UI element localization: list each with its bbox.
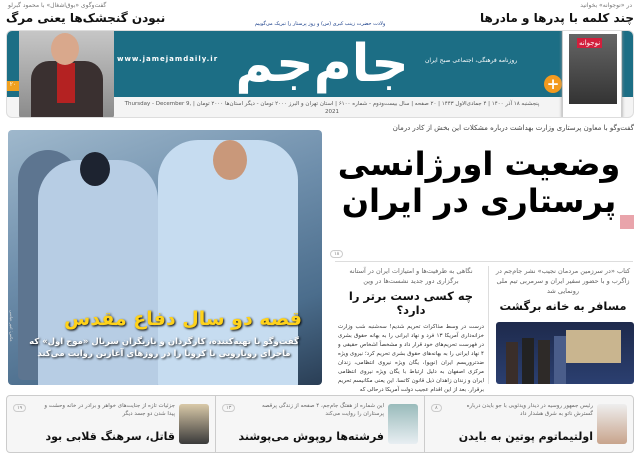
teaser-page: ۸ <box>431 404 442 412</box>
red-tag <box>620 215 634 229</box>
nurse-thumbnail <box>388 404 418 444</box>
middle-kicker: نگاهی به ظرفیت‌ها و امتیازات ایران در آستانه برگزاری دور جدید نشست‌ها در وین <box>349 267 473 285</box>
lead-headline[interactable]: وضعیت اورژانسی پرستاری در ایران <box>337 145 621 220</box>
photo-credit: عکس: امیر عباسی <box>9 310 14 342</box>
teaser-headline[interactable]: فرشته‌ها روپوش می‌پوشند <box>238 430 384 443</box>
page-ref: ۱۸ <box>330 250 343 258</box>
teaser-headline[interactable]: اولتیماتوم پوتین به بایدن <box>458 430 593 443</box>
right-col-headline[interactable]: مسافر به خانه برگشت <box>499 299 627 313</box>
suspect-thumbnail <box>179 404 209 444</box>
tagline: روزنامه فرهنگی، اجتماعی صبح ایران <box>425 57 518 64</box>
right-headline[interactable]: چند کلمه با پدرها و مادرها <box>479 11 634 25</box>
book-launch-photo[interactable] <box>496 322 634 384</box>
newspaper-logo: جام‌جم <box>235 34 409 94</box>
divider <box>488 266 489 384</box>
divider <box>335 261 633 262</box>
lead-kicker: گفت‌وگو با معاون پرستاری وزارت بهداشت درباره مشکلات این بخش از کادر درمان <box>392 124 634 132</box>
plus-icon[interactable]: + <box>544 75 562 93</box>
photo-story-title[interactable]: قصه دو سال دفاع مقدس <box>64 308 302 330</box>
left-headline[interactable]: نبودن گنجشک‌ها یعنی مرگ <box>6 11 166 25</box>
right-kicker-col: کتاب «در سرزمین مردمان نجیب» نشر جام‌جم در زاگرب و با حضور سفیر ایران و سرمربی تیم ملی رونمایی شد <box>495 267 631 295</box>
photo-story-text: گفت‌وگو با تهیه‌کننده، کارگردان و بازیگران سریال «موج اول» که ماجرای رویارویی با کرونا را در روزهای آغازین روایت می‌کند <box>29 337 299 359</box>
page-badge: ۲۰ <box>7 81 19 91</box>
teaser-page: ۱۹ <box>13 404 26 412</box>
teaser-headline[interactable]: قاتل، سرهنگ قلابی بود <box>45 430 175 443</box>
occasion-note: ولادت حضرت زینب کبری (س) و روز پرستار را تبریک می‌گوییم <box>254 21 386 27</box>
middle-column <box>338 266 484 395</box>
website-url[interactable]: www.jamejamdaily.ir <box>117 55 219 63</box>
magazine-cover[interactable] <box>562 30 622 118</box>
middle-body: درست در وسط مذاکرات تحریم شدیم! سه‌شنبه شب وزارت خزانه‌داری آمریکا ۱۳ فرد و نهاد ایرانی را به بهانه حقوق بشری در فهرست تحریم‌های خود قرار داد و مشخصاً اشخاص حقیقی و ۴ نهاد ایرانی را به بهانه‌های حقوق بشری تحریم کرد؛ نیروی ویژه ضدتروریسم ایران (نوپو)، یگان ویژه نیروی انتظامی، زندان مرکزی اصفهان به دلیل ارتباط با یگان ویژه نیروی انتظامی ایران و زندان زاهدان ذیل قانون کاتسا. این یعنی مکانیسم تحریم برقرار. بعد از این اقدام عجیب دولت آمریکا درحالی که <box>338 324 484 393</box>
teaser-item[interactable] <box>215 396 424 452</box>
bottom-teasers <box>6 395 634 453</box>
putin-thumbnail <box>597 404 627 444</box>
teaser-page: ۱۳ <box>222 404 235 412</box>
nurses-photo[interactable] <box>8 130 322 385</box>
right-kicker: در «نوجوانه» بخوانید <box>580 2 632 9</box>
right-column <box>490 266 636 313</box>
masthead <box>6 30 634 118</box>
teaser-item[interactable] <box>7 396 215 452</box>
columnist-photo <box>19 30 114 118</box>
dateline: پنجشنبه ۱۸ آذر ۱۴۰۰ | ۴ جمادی‌الاول ۱۴۴۳ | ۲۰ صفحه | سال بیست‌ودوم - شماره ۶۱۰۰ | استان تهران و البرز ۲۰۰۰ تومان - دیگر استان‌ها ۲۰۰۰ تومان | Thursday - December 9, 2021 <box>124 101 540 115</box>
middle-headline[interactable]: چه کسی دست برتر را دارد؟ <box>348 289 474 317</box>
teaser-kicker: این شماره از هفتگ جام‌جم، ۴ صفحه از زندگی پرقصه پرستاران را روایت می‌کند <box>261 403 384 417</box>
teaser-kicker: جزئیات تازه از جنایت‌های خواهر و برادر در خانه وحشت و پیدا شدن دو جسد دیگر <box>44 403 175 417</box>
teaser-kicker: رئیس جمهور روسیه در دیدار ویدئویی با جو بایدن درباره گسترش ناتو به شرق هشدار داد <box>466 403 593 417</box>
left-kicker: گفت‌وگوی «بوق‌اشغال» با محمود گبرلو <box>8 2 107 9</box>
magazine-title: نوجوانه <box>579 39 601 47</box>
teaser-item[interactable] <box>424 396 633 452</box>
